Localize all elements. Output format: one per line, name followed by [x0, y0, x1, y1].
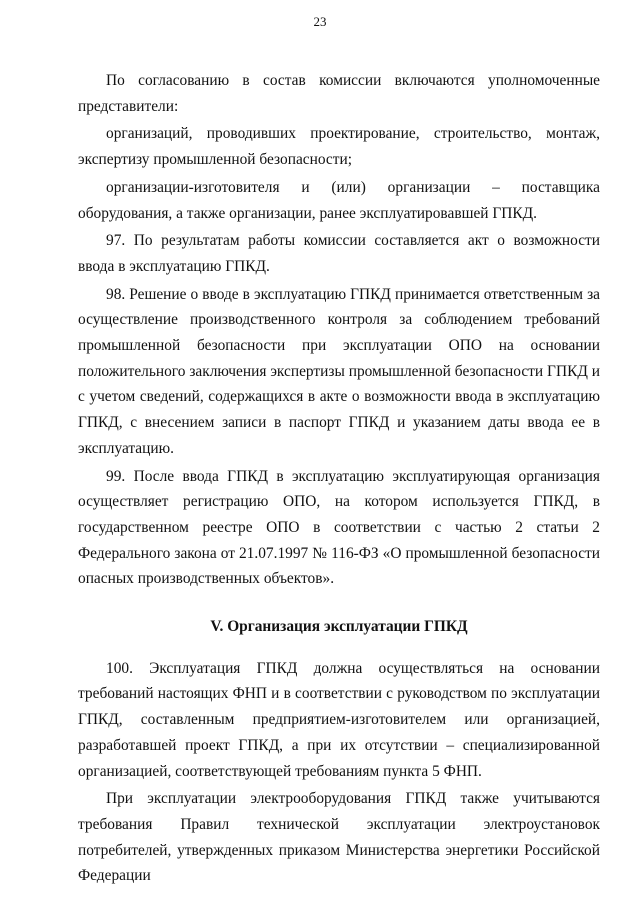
paragraph-manufacturer-organizations: организации-изготовителя и (или) организации – поставщика оборудования, а также организации, ранее эксплуатировавшей ГПКД.	[78, 178, 600, 222]
paragraph-commission-representatives: По согласованию в состав комиссии включаются уполномоченные представители:	[78, 72, 600, 115]
paragraph-item-97: 97. По результатам работы комиссии составляется акт о возможности ввода в эксплуатацию ГПКД.	[78, 232, 600, 275]
paragraph-item-98: 98. Решение о вводе в эксплуатацию ГПКД принимается ответственным за осуществление производственного контроля за соблюдением требований промышленной безопасности при эксплуатации ОПО на основании положительного заключения экспертизы промышленной безопасности ГПКД и с учетом сведений, содержащихся в акте о возможности ввода в эксплуатацию ГПКД, с внесением записи в паспорт ГПКД и указанием даты ввода ее в эксплуатацию.	[78, 285, 600, 457]
paragraph-design-organizations: организаций, проводивших проектирование, строительство, монтаж, экспертизу промышленной безопасности;	[78, 125, 600, 169]
paragraph-electrical-equipment: При эксплуатации электрооборудования ГПКД также учитываются требования Правил технической эксплуатации электроустановок потребителей, утвержденных приказом Министерства энергетики Российской Федерации	[78, 790, 600, 885]
page-number: 23	[313, 14, 327, 29]
section-heading: V. Организация эксплуатации ГПКД	[210, 618, 468, 636]
document-body	[78, 68, 600, 891]
paragraph-item-100: 100. Эксплуатация ГПКД должна осуществляться на основании требований настоящих ФНП и в соответствии с руководством по эксплуатации ГПКД, составленным предприятием-изготовителем или организацией, разработавшей проект ГПКД, а при их отсутствии – специализированной организацией, соответствующей требованиям пункта 5 ФНП.	[78, 659, 600, 780]
paragraph-item-99: 99. После ввода ГПКД в эксплуатацию эксплуатирующая организация осуществляет регистрацию ОПО, на котором используется ГПКД, в государственном реестре ОПО в соответствии с частью 2 статьи 2 Федерального закона от 21.07.1997 № 116-ФЗ «О промышленной безопасности опасных производственных объектов».	[78, 467, 600, 588]
